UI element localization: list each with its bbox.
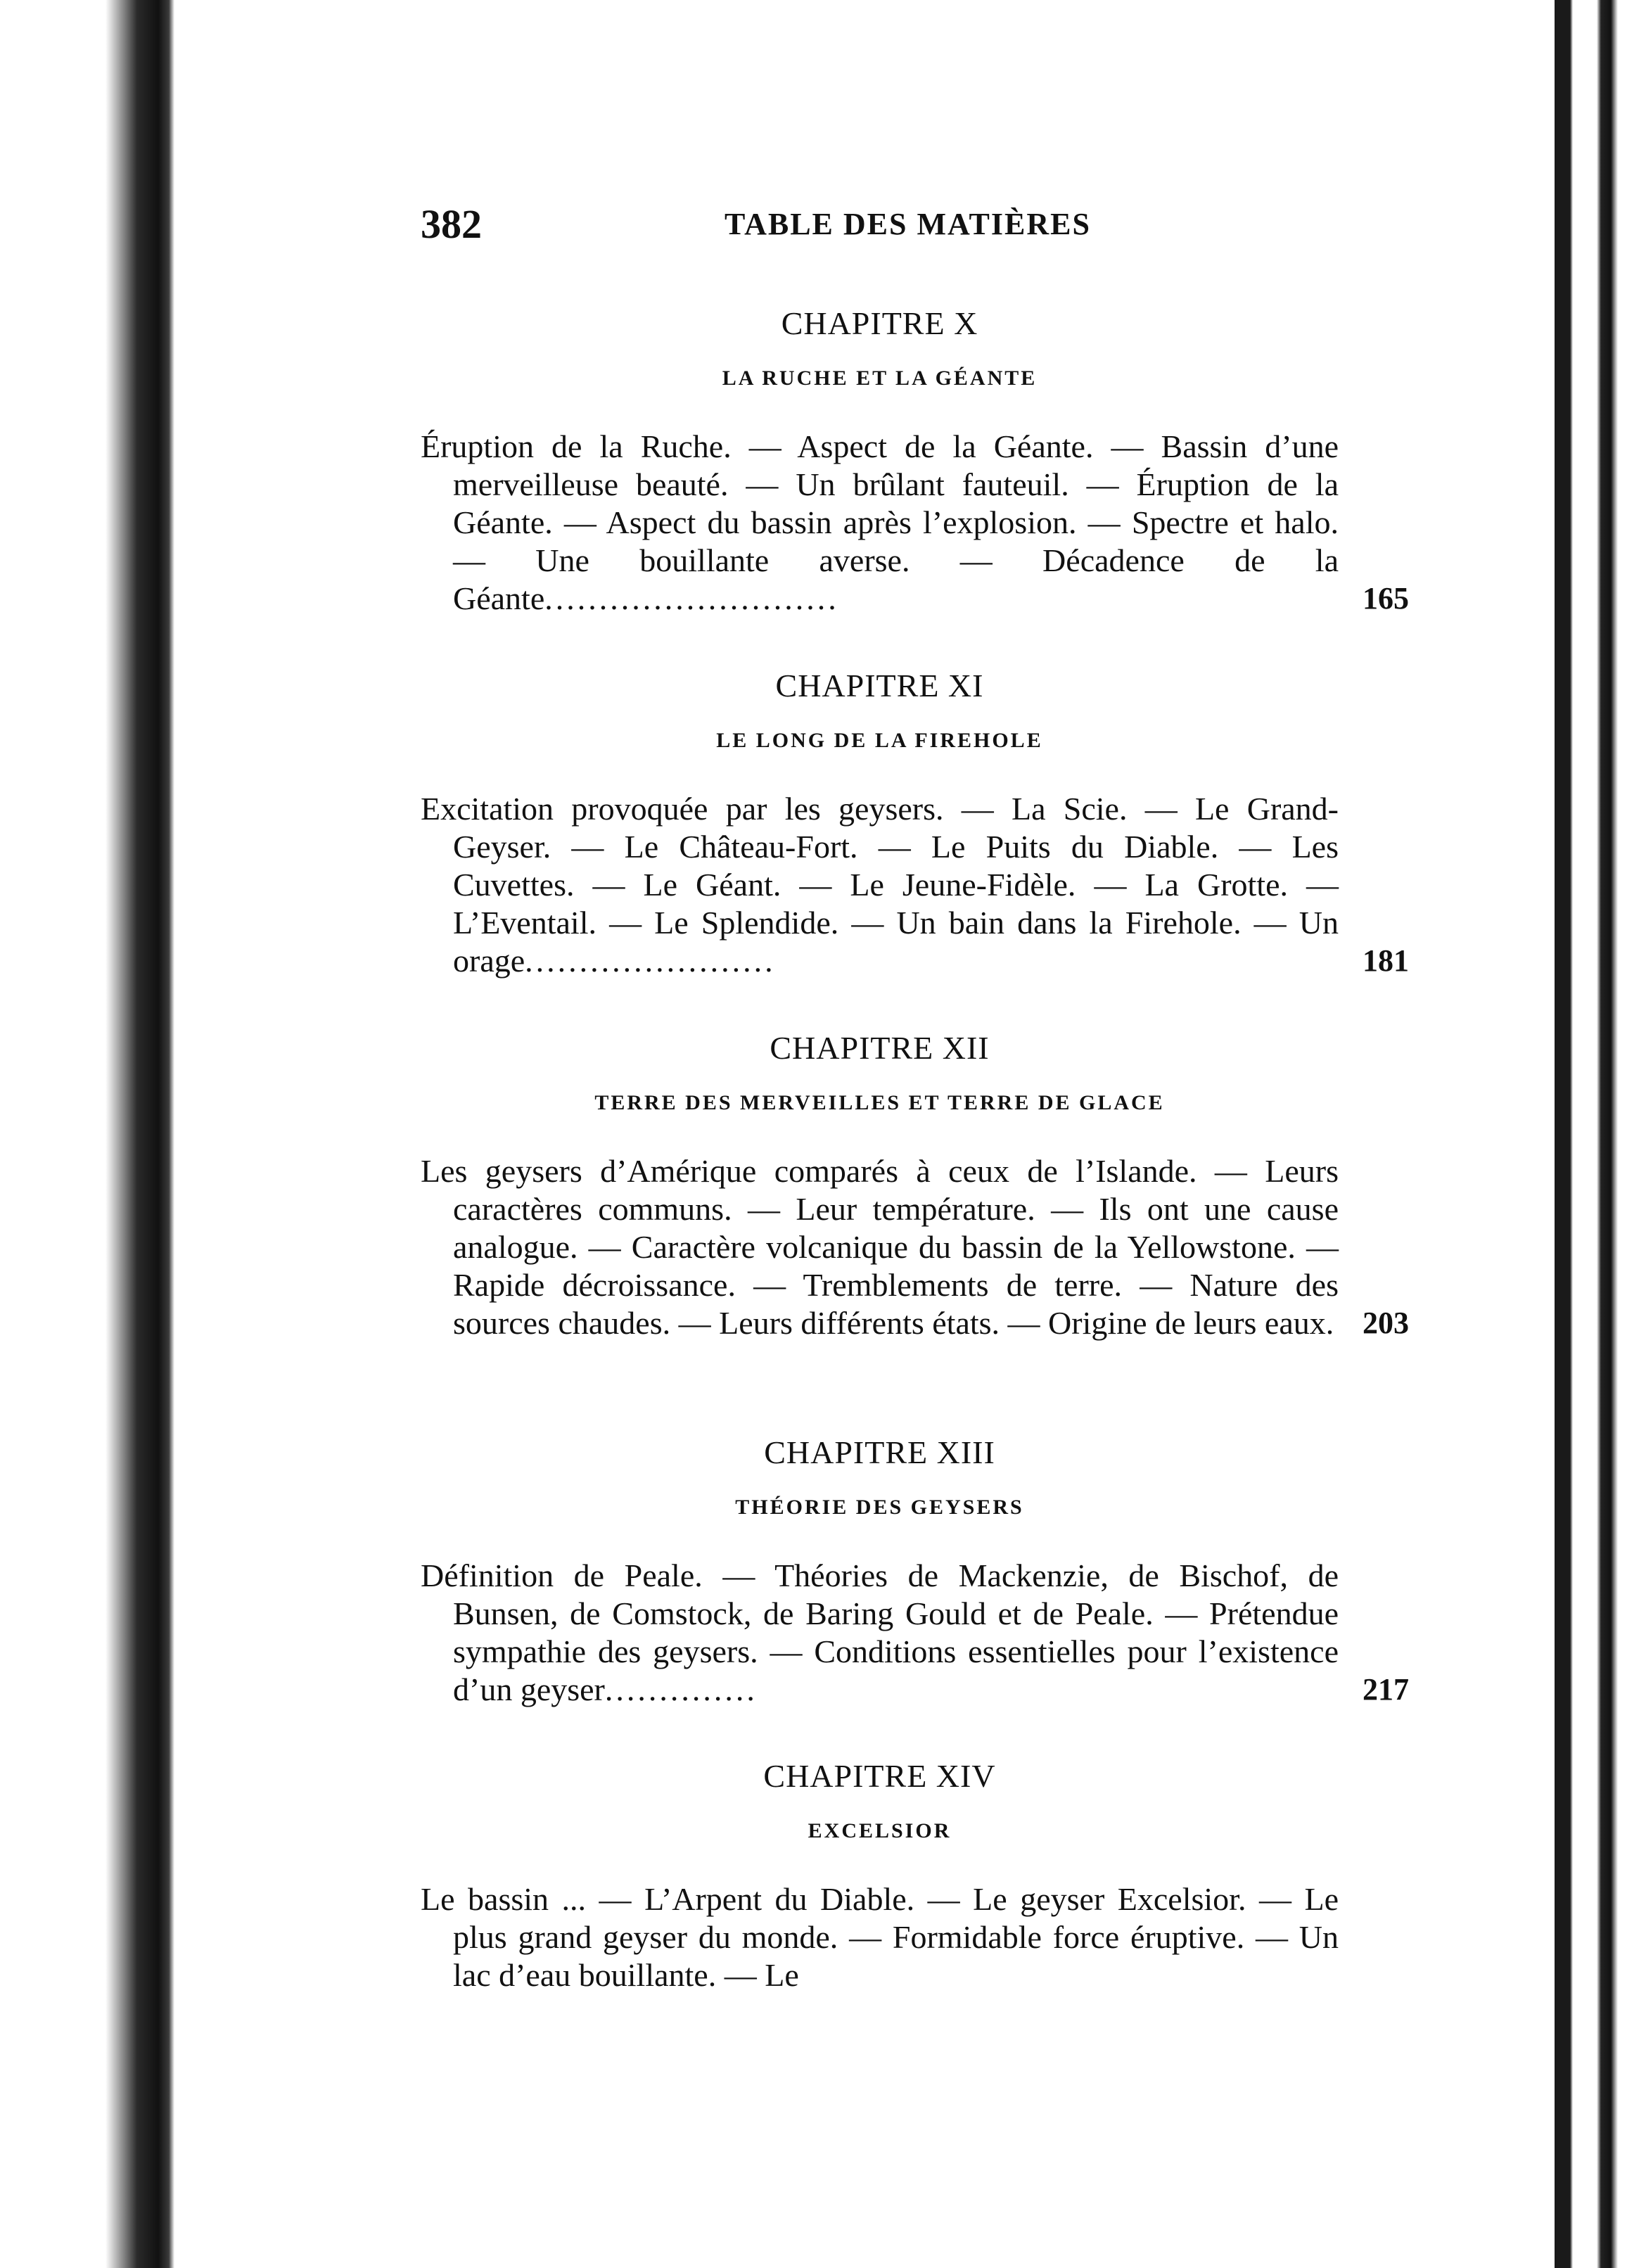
summary-text: Éruption de la Ruche. — Aspect de la Géante. — Bassin d’une merveilleuse beauté. — Un brûlant fauteuil. — Éruption de la Géante. — Aspect du bassin après l’explosion. — Spectre et halo. — Une bouillante averse. — Décadence de la Géante — [421, 428, 1339, 616]
chapter-subtitle: LA RUCHE ET LA GÉANTE — [722, 367, 1038, 390]
chapter-entry — [421, 665, 1412, 980]
chapter-title: CHAPITRE XI — [775, 668, 984, 703]
chapter-page-ref: 165 — [1363, 581, 1409, 616]
chapter-entry — [421, 1755, 1412, 1994]
chapter-entry — [421, 302, 1412, 618]
dot-leader: ....................... — [525, 943, 776, 979]
chapter-summary — [421, 1152, 1409, 1342]
chapter-page-ref: 181 — [1363, 943, 1409, 978]
chapter-page-ref: 203 — [1363, 1306, 1409, 1340]
chapter-title: CHAPITRE XII — [770, 1030, 990, 1066]
chapter-entry — [421, 1432, 1412, 1709]
running-title: TABLE DES MATIÈRES — [725, 207, 1091, 241]
chapter-summary — [421, 790, 1409, 980]
chapter-subtitle: TERRE DES MERVEILLES ET TERRE DE GLACE — [594, 1091, 1165, 1114]
chapter-entry — [421, 1027, 1412, 1342]
facing-page-edge — [1555, 0, 1646, 2268]
page-number: 382 — [421, 201, 482, 247]
chapter-title: CHAPITRE X — [781, 305, 978, 341]
chapter-subtitle: THÉORIE DES GEYSERS — [735, 1496, 1024, 1519]
summary-text: Définition de Peale. — Théories de Mackenzie, de Bischof, de Bunsen, de Comstock, de Baring Gould et de Peale. — Prétendue sympathie des geysers. — Conditions essentielles pour l’existence d’un geyser — [421, 1557, 1339, 1707]
page-header — [421, 200, 1405, 250]
chapter-page-ref: 217 — [1363, 1672, 1409, 1707]
chapter-summary — [421, 428, 1409, 618]
dot-leader: .............. — [604, 1671, 758, 1707]
summary-text: Le bassin ... — L’Arpent du Diable. — Le geyser Excelsior. — Le plus grand geyser du monde. — Formidable force éruptive. — Un lac d’eau bouillante. — Le — [421, 1881, 1339, 1993]
dot-leader: ........................... — [544, 580, 839, 616]
book-binding-edge — [0, 0, 174, 2268]
chapter-summary — [421, 1557, 1409, 1709]
summary-text: Excitation provoquée par les geysers. — La Scie. — Le Grand-Geyser. — Le Château-Fort. — Le Puits du Diable. — Les Cuvettes. — Le Géant. — Le Jeune-Fidèle. — La Grotte. — L’Eventail. — Le Splendide. — Un bain dans la Firehole. — Un orage — [421, 791, 1339, 979]
chapter-subtitle: LE LONG DE LA FIREHOLE — [716, 729, 1043, 752]
chapter-title: CHAPITRE XIII — [764, 1434, 995, 1470]
chapter-subtitle: EXCELSIOR — [808, 1819, 952, 1842]
chapter-summary — [421, 1880, 1339, 1994]
chapter-title: CHAPITRE XIV — [763, 1758, 996, 1794]
summary-text: Les geysers d’Amérique comparés à ceux de l’Islande. — Leurs caractères communs. — Leur température. — Ils ont une cause analogue. — Caractère volcanique du bassin de la Yellowstone. — Rapide décroissance. — Tremblements de terre. — Nature des sources chaudes. — Leurs différents états. — Origine de leurs eaux. — [421, 1153, 1339, 1341]
